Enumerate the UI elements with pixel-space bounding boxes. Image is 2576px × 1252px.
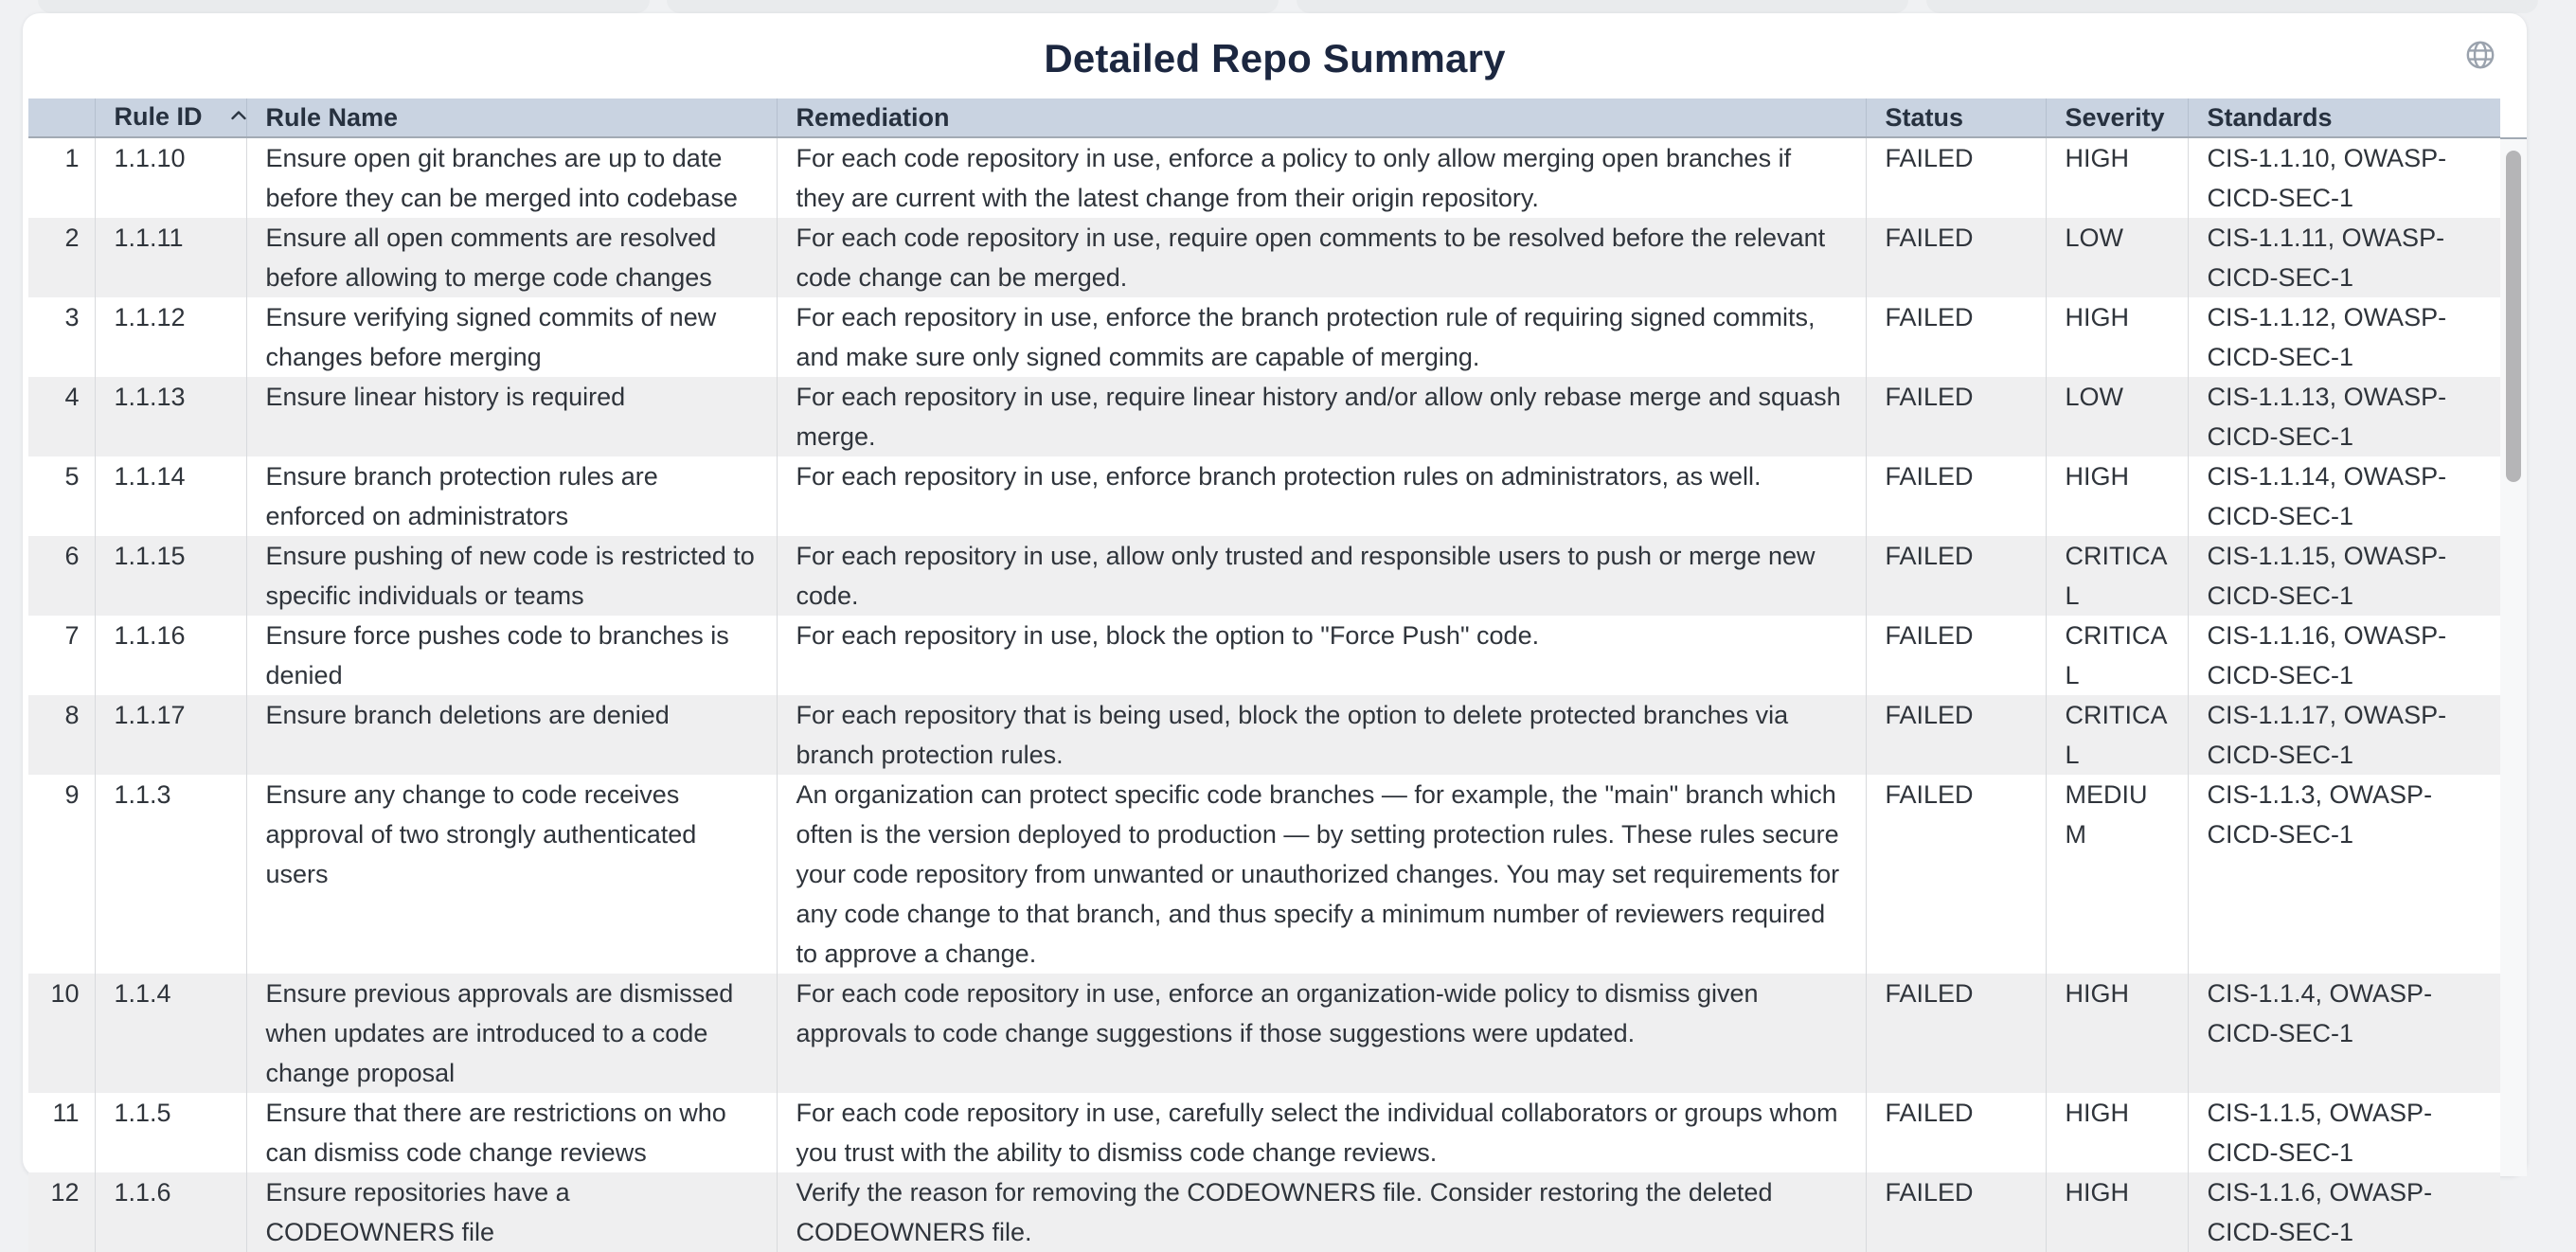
severity-cell: HIGH — [2046, 1172, 2188, 1252]
rule-name-cell: Ensure repositories have a CODEOWNERS file — [246, 1172, 777, 1252]
rule-name-cell: Ensure any change to code receives approval of two strongly authenticated users — [246, 775, 777, 974]
rule-id-cell: 1.1.6 — [95, 1172, 246, 1252]
column-header-status[interactable]: Status — [1866, 98, 2046, 137]
severity-cell: HIGH — [2046, 456, 2188, 536]
row-index-cell: 4 — [64, 383, 80, 411]
standards-cell: CIS-1.1.6, OWASP-CICD-SEC-1 — [2188, 1172, 2500, 1252]
remediation-cell: An organization can protect specific code branches — for example, the "main" branch which often is the version deployed to production — by setting protection rules. These rules secure your code repository from unwanted or unauthorized changes. You may set requirements for any code change to that branch, and thus specify a minimum number of reviewers required to approve a change. — [777, 775, 1866, 974]
rule-id-cell: 1.1.4 — [95, 974, 246, 1093]
page-title: Detailed Repo Summary — [1044, 36, 1506, 80]
standards-cell: CIS-1.1.4, OWASP-CICD-SEC-1 — [2188, 974, 2500, 1093]
remediation-cell: For each code repository in use, require open comments to be resolved before the relevant code change can be merged. — [777, 218, 1866, 297]
rule-name-cell: Ensure open git branches are up to date before they can be merged into codebase — [246, 137, 777, 218]
status-cell: FAILED — [1866, 137, 2046, 218]
repo-summary-table — [28, 98, 2500, 1246]
scrollbar-thumb[interactable] — [2506, 151, 2521, 482]
rule-name-cell: Ensure verifying signed commits of new changes before merging — [246, 297, 777, 377]
severity-cell: CRITICAL — [2046, 616, 2188, 695]
status-cell: FAILED — [1866, 616, 2046, 695]
rule-id-cell: 1.1.16 — [95, 616, 246, 695]
detailed-repo-summary-card — [23, 13, 2527, 1246]
standards-cell: CIS-1.1.16, OWASP-CICD-SEC-1 — [2188, 616, 2500, 695]
row-index-cell: 5 — [64, 462, 80, 491]
background-card-sliver — [1926, 0, 2538, 13]
remediation-cell: For each repository in use, enforce branch protection rules on administrators, as well. — [777, 456, 1866, 536]
rule-id-cell: 1.1.17 — [95, 695, 246, 775]
severity-cell: HIGH — [2046, 297, 2188, 377]
row-index-cell: 6 — [64, 542, 80, 570]
status-cell: FAILED — [1866, 1172, 2046, 1252]
column-header-index — [28, 98, 95, 137]
table-row — [28, 297, 2500, 377]
rule-name-cell: Ensure previous approvals are dismissed when updates are introduced to a code change proposal — [246, 974, 777, 1093]
standards-cell: CIS-1.1.17, OWASP-CICD-SEC-1 — [2188, 695, 2500, 775]
table-row — [28, 616, 2500, 695]
background-card-sliver — [38, 0, 650, 13]
status-cell: FAILED — [1866, 536, 2046, 616]
column-header-severity[interactable]: Severity — [2046, 98, 2188, 137]
standards-cell: CIS-1.1.10, OWASP-CICD-SEC-1 — [2188, 137, 2500, 218]
standards-cell: CIS-1.1.15, OWASP-CICD-SEC-1 — [2188, 536, 2500, 616]
table-body — [28, 137, 2500, 1252]
severity-cell: HIGH — [2046, 974, 2188, 1093]
row-index-cell: 8 — [64, 701, 80, 729]
rule-id-cell: 1.1.10 — [95, 137, 246, 218]
row-index-cell: 9 — [64, 780, 80, 809]
remediation-cell: Verify the reason for removing the CODEOWNERS file. Consider restoring the deleted CODEOWNERS file. — [777, 1172, 1866, 1252]
remediation-cell: For each code repository in use, carefully select the individual collaborators or groups whom you trust with the ability to dismiss code change reviews. — [777, 1093, 1866, 1172]
standards-cell: CIS-1.1.14, OWASP-CICD-SEC-1 — [2188, 456, 2500, 536]
remediation-cell: For each repository in use, allow only trusted and responsible users to push or merge new code. — [777, 536, 1866, 616]
rule-id-cell: 1.1.13 — [95, 377, 246, 456]
rule-name-cell: Ensure branch deletions are denied — [246, 695, 777, 775]
status-cell: FAILED — [1866, 456, 2046, 536]
remediation-cell: For each code repository in use, enforce a policy to only allow merging open branches if they are current with the latest change from their origin repository. — [777, 137, 1866, 218]
status-cell: FAILED — [1866, 695, 2046, 775]
standards-cell: CIS-1.1.11, OWASP-CICD-SEC-1 — [2188, 218, 2500, 297]
severity-cell: HIGH — [2046, 137, 2188, 218]
severity-cell: HIGH — [2046, 1093, 2188, 1172]
status-cell: FAILED — [1866, 775, 2046, 974]
table-row — [28, 456, 2500, 536]
row-index-cell: 10 — [50, 979, 80, 1008]
severity-cell: MEDIUM — [2046, 775, 2188, 974]
rule-id-cell: 1.1.11 — [95, 218, 246, 297]
rule-id-cell: 1.1.14 — [95, 456, 246, 536]
status-cell: FAILED — [1866, 377, 2046, 456]
remediation-cell: For each repository in use, require linear history and/or allow only rebase merge and squash merge. — [777, 377, 1866, 456]
table-row — [28, 695, 2500, 775]
table-row — [28, 974, 2500, 1093]
rule-name-cell: Ensure linear history is required — [246, 377, 777, 456]
row-index-cell: 2 — [64, 224, 80, 252]
standards-cell: CIS-1.1.12, OWASP-CICD-SEC-1 — [2188, 297, 2500, 377]
rule-id-cell: 1.1.5 — [95, 1093, 246, 1172]
rule-name-cell: Ensure that there are restrictions on who can dismiss code change reviews — [246, 1093, 777, 1172]
column-header-rule-name[interactable]: Rule Name — [246, 98, 777, 137]
row-index-cell: 3 — [64, 303, 80, 331]
row-index-cell: 11 — [52, 1099, 80, 1127]
status-cell: FAILED — [1866, 297, 2046, 377]
severity-cell: CRITICAL — [2046, 695, 2188, 775]
table-row — [28, 218, 2500, 297]
table-row — [28, 775, 2500, 974]
rule-id-cell: 1.1.12 — [95, 297, 246, 377]
background-card-sliver — [1297, 0, 1908, 13]
remediation-cell: For each repository in use, block the option to "Force Push" code. — [777, 616, 1866, 695]
column-header-remediation[interactable]: Remediation — [777, 98, 1866, 137]
severity-cell: LOW — [2046, 377, 2188, 456]
vertical-scrollbar[interactable] — [2500, 137, 2527, 1176]
status-cell: FAILED — [1866, 218, 2046, 297]
status-cell: FAILED — [1866, 1093, 2046, 1172]
rule-name-cell: Ensure pushing of new code is restricted to specific individuals or teams — [246, 536, 777, 616]
rule-name-cell: Ensure branch protection rules are enforced on administrators — [246, 456, 777, 536]
severity-cell: LOW — [2046, 218, 2188, 297]
table-row — [28, 137, 2500, 218]
column-header-rule-id-label: Rule ID — [114, 101, 203, 131]
rule-id-cell: 1.1.15 — [95, 536, 246, 616]
status-cell: FAILED — [1866, 974, 2046, 1093]
standards-cell: CIS-1.1.5, OWASP-CICD-SEC-1 — [2188, 1093, 2500, 1172]
standards-cell: CIS-1.1.3, OWASP-CICD-SEC-1 — [2188, 775, 2500, 974]
table-row — [28, 1093, 2500, 1172]
column-header-standards[interactable]: Standards — [2188, 98, 2500, 137]
standards-cell: CIS-1.1.13, OWASP-CICD-SEC-1 — [2188, 377, 2500, 456]
column-header-rule-id[interactable] — [95, 98, 246, 137]
table-row — [28, 1172, 2500, 1252]
chevron-up-icon — [227, 104, 250, 134]
row-index-cell: 1 — [64, 144, 80, 172]
table-header-row — [28, 98, 2500, 137]
rule-name-cell: Ensure all open comments are resolved before allowing to merge code changes — [246, 218, 777, 297]
severity-cell: CRITICAL — [2046, 536, 2188, 616]
remediation-cell: For each code repository in use, enforce an organization-wide policy to dismiss given approvals to code change suggestions if those suggestions were updated. — [777, 974, 1866, 1093]
rule-id-cell: 1.1.3 — [95, 775, 246, 974]
background-card-sliver — [667, 0, 1279, 13]
remediation-cell: For each repository that is being used, block the option to delete protected branches via branch protection rules. — [777, 695, 1866, 775]
card-header — [23, 13, 2527, 98]
table-row — [28, 377, 2500, 456]
rule-name-cell: Ensure force pushes code to branches is denied — [246, 616, 777, 695]
remediation-cell: For each repository in use, enforce the branch protection rule of requiring signed commits, and make sure only signed commits are capable of merging. — [777, 297, 1866, 377]
table-row — [28, 536, 2500, 616]
globe-icon[interactable] — [2464, 38, 2498, 72]
row-index-cell: 7 — [64, 621, 80, 650]
row-index-cell: 12 — [50, 1178, 80, 1207]
